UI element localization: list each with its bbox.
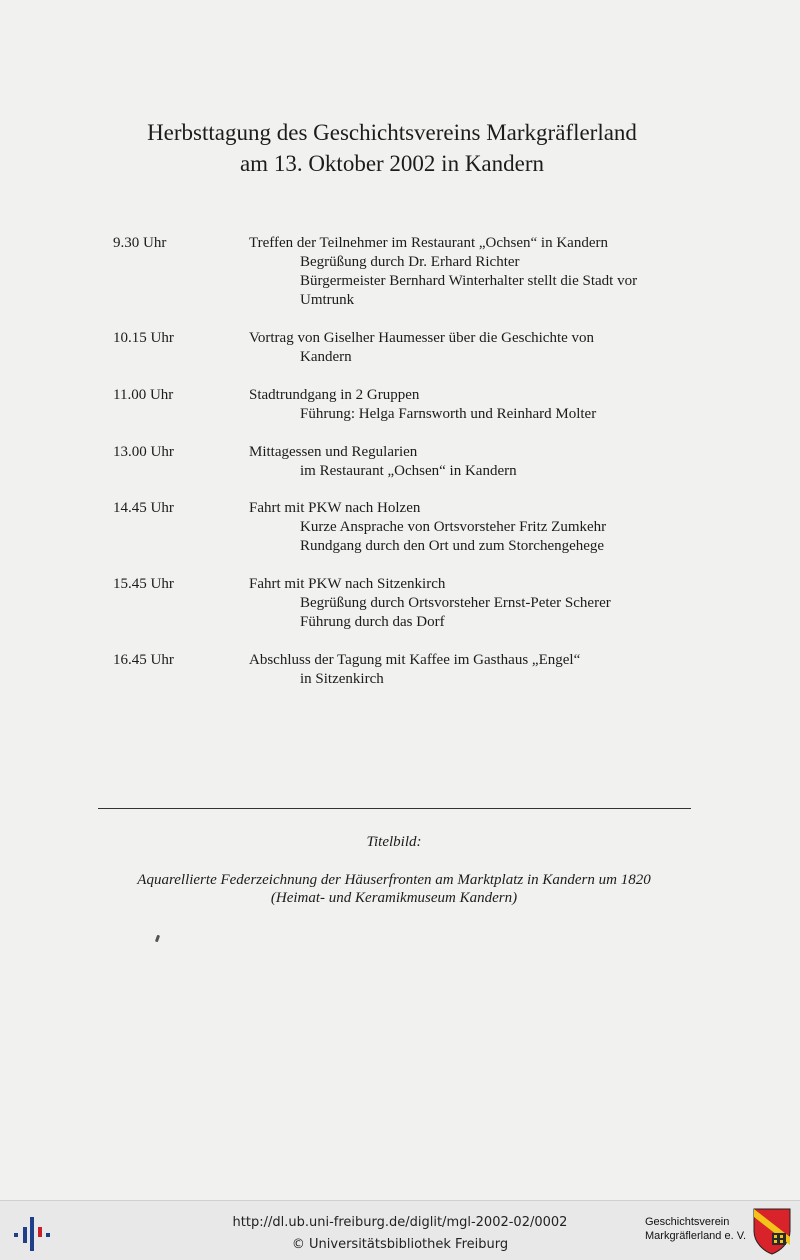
schedule-sub: Kandern [300,349,352,365]
schedule-time: 16.45 Uhr [113,652,174,668]
schedule-sub: Begrüßung durch Dr. Erhard Richter [300,254,520,270]
schedule-main: Abschluss der Tagung mit Kaffee im Gasthaus „Engel“ [249,652,581,668]
schedule-main: Treffen der Teilnehmer im Restaurant „Ochsen“ in Kandern [249,235,608,251]
page-title-line2: am 13. Oktober 2002 in Kandern [239,151,545,176]
organization-line1: Geschichtsverein [645,1216,730,1228]
schedule-main: Mittagessen und Regularien [249,444,418,460]
schedule-time: 15.45 Uhr [113,576,174,592]
page-title-line1: Herbsttagung des Geschichtsvereins Markgräflerland [147,120,637,145]
paper-speck [155,935,160,943]
schedule-sub: Führung: Helga Farnsworth und Reinhard Molter [300,406,597,422]
schedule-sub: in Sitzenkirch [300,671,384,687]
copyright-text: © Universitätsbibliothek Freiburg [291,1237,509,1252]
schedule-main: Fahrt mit PKW nach Sitzenkirch [249,576,446,592]
schedule-sub: Begrüßung durch Ortsvorsteher Ernst-Peter Scherer [300,595,611,611]
coat-of-arms-icon [752,1207,792,1255]
divider [98,808,691,809]
schedule-main: Fahrt mit PKW nach Holzen [249,500,421,516]
schedule-main: Stadtrundgang in 2 Gruppen [249,387,420,403]
schedule-main: Vortrag von Giselher Haumesser über die Geschichte von [249,330,595,346]
schedule-sub: Kurze Ansprache von Ortsvorsteher Fritz Zumkehr [300,519,607,535]
schedule-time: 10.15 Uhr [113,330,174,346]
caption-line1: Aquarellierte Federzeichnung der Häuserfronten am Marktplatz in Kandern um 1820 [137,872,651,888]
schedule-time: 11.00 Uhr [113,387,174,403]
caption-heading: Titelbild: [366,834,422,850]
schedule-sub: Bürgermeister Bernhard Winterhalter stellt die Stadt vor [300,273,638,289]
schedule-time: 9.30 Uhr [113,235,167,251]
schedule-sub: Führung durch das Dorf [300,614,445,630]
organization-name [645,1215,746,1243]
schedule-sub: Rundgang durch den Ort und zum Storchengehege [300,538,605,554]
schedule-time: 14.45 Uhr [113,500,174,516]
schedule-time: 13.00 Uhr [113,444,174,460]
document-url-link[interactable]: http://dl.ub.uni-freiburg.de/diglit/mgl-2002-02/0002 [232,1215,568,1230]
organization-line2: Markgräflerland e. V. [645,1230,747,1242]
schedule-sub: im Restaurant „Ochsen“ in Kandern [300,463,517,479]
viewer-footer [0,1200,800,1260]
schedule-sub: Umtrunk [300,292,355,308]
caption-line2: (Heimat- und Keramikmuseum Kandern) [270,890,518,906]
